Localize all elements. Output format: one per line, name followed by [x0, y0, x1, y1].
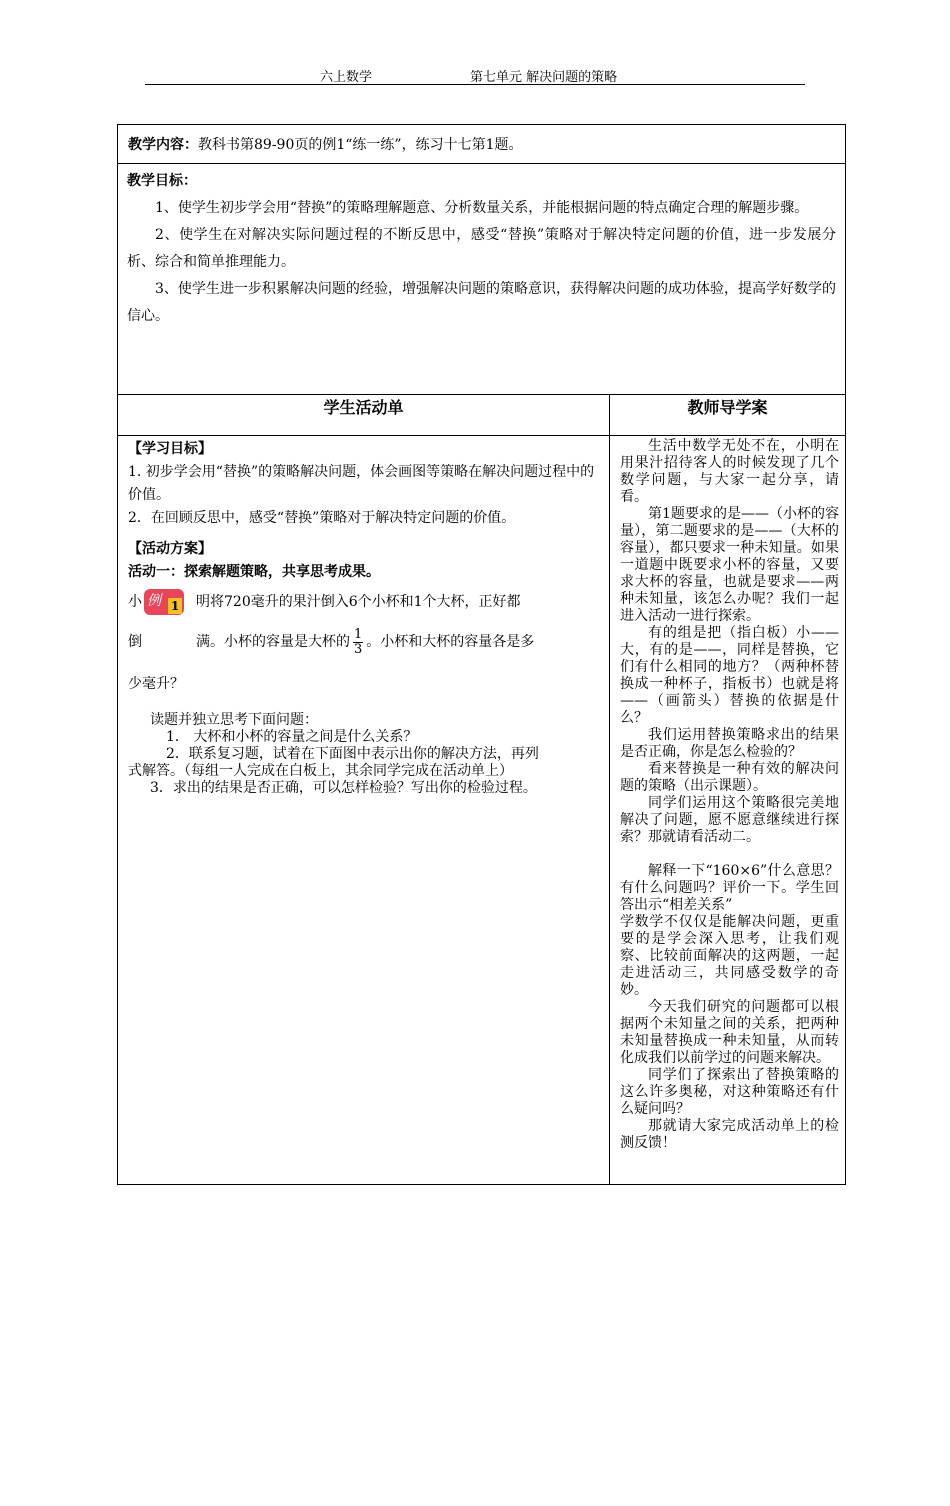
- problem-text-2c: 。小杯和大杯的容量各是多: [366, 634, 535, 650]
- teacher-paragraph-9: 今天我们研究的问题都可以根据两个未知量之间的关系，把两种未知量替换成一种未知量，从而转化成我们以前学过的问题来解决。: [620, 999, 839, 1066]
- teaching-content-text: 教科书第89-90页的例1“练一练”，练习十七第1题。: [198, 137, 523, 153]
- example-1-badge-icon: 例 1: [144, 589, 184, 615]
- question-3: 3．求出的结果是否正确，可以怎样检验？写出你的检验过程。: [150, 780, 537, 796]
- problem-text-2a: 倒: [128, 634, 142, 650]
- problem-text-1: 明将720毫升的果汁倒入6个小杯和1个大杯，正好都: [196, 594, 521, 610]
- read-intro: 读题并独立思考下面问题：: [150, 712, 318, 728]
- teacher-paragraph-6: 同学们运用这个策略很完美地解决了问题，愿不愿意继续进行探索？那就请看活动二。: [620, 795, 839, 845]
- header-subject: 六上数学: [320, 70, 373, 85]
- teacher-paragraph-7: 解释一下“160×6”什么意思？有什么问题吗？评价一下。学生回答出示“相差关系”: [620, 863, 839, 913]
- activity-plan-label: 【活动方案】: [128, 541, 212, 557]
- page-header: [145, 64, 805, 85]
- teaching-goals-label: 教学目标：: [127, 173, 197, 189]
- example-problem-line-1: [128, 584, 601, 620]
- teaching-goal-3: 3、使学生进一步积累解决问题的经验，增强解决问题的策略意识，获得解决问题的成功体验，提高学好数学的信心。: [127, 281, 836, 324]
- teacher-paragraph-5: 看来替换是一种有效的解决问题的策略（出示课题）。: [620, 761, 839, 794]
- problem-text-2b: 满。小杯的容量是大杯的: [196, 634, 350, 650]
- teacher-paragraph-3: 有的组是把（指白板）小——大，有的是——，同样是替换，它们有什么相同的地方？（两种杯替换成一种杯子，指板书）也就是将——（画箭头）替换的依据是什么？: [620, 625, 839, 726]
- question-2b: 式解答。（每组一人完成在白板上，其余同学完成在活动单上）: [128, 763, 513, 779]
- teacher-paragraph-1: 生活中数学无处不在，小明在用果汁招待客人的时候发现了几个数学问题，与大家一起分享，请看。: [620, 438, 839, 505]
- student-activity-header: 学生活动单: [118, 395, 610, 436]
- learning-objective-2: 2．在回顾反思中，感受“替换”策略对于解决特定问题的价值。: [128, 510, 516, 526]
- teacher-paragraph-2: 第1题要求的是——（小杯的容量），第二题要求的是——（大杯的容量），都只要求一种未知量。如果一道题中既要求小杯的容量，又要求大杯的容量，也就是要求——两种未知量，该怎么办呢？我们一起进入活动一进行探索。: [620, 506, 839, 624]
- teaching-goals-cell: [118, 164, 846, 395]
- learning-objectives-label: 【学习目标】: [128, 441, 212, 457]
- activity-one-title: 活动一：探索解题策略，共享思考成果。: [128, 564, 380, 580]
- student-activity-cell: [118, 436, 610, 1185]
- teacher-guide-cell: [610, 436, 846, 1185]
- problem-text-3: 少毫升？: [128, 676, 184, 692]
- teaching-goal-2: 2、使学生在对解决实际问题过程的不断反思中，感受“替换”策略对于解决特定问题的价值，进一步发展分析、综合和简单推理能力。: [127, 227, 836, 270]
- question-2a: 2．联系复习题，试着在下面图中表示出你的解决方法，再列: [166, 746, 539, 762]
- teacher-paragraph-11: 那就请大家完成活动单上的检测反馈！: [620, 1118, 839, 1151]
- example-problem-line-2: [128, 622, 601, 662]
- teacher-guide-header: 教师导学案: [610, 395, 846, 436]
- teaching-content-label: 教学内容：: [128, 137, 198, 153]
- teacher-paragraph-4: 我们运用替换策略求出的结果是否正确，你是怎么检验的？: [620, 727, 839, 760]
- learning-objective-1: 1. 初步学会用“替换”的策略解决问题，体会画图等策略在解决问题过程中的价值。: [128, 464, 595, 503]
- lesson-plan-table: [117, 124, 844, 1506]
- fraction-one-third: $\frac{1}{3}$: [354, 626, 363, 657]
- question-1: 1． 大杯和小杯的容量之间是什么关系？: [166, 729, 418, 745]
- teacher-paragraph-10: 同学们了探索出了替换策略的这么许多奥秘，对这种策略还有什么疑问吗？: [620, 1067, 839, 1117]
- problem-start-char: 小: [128, 594, 142, 610]
- header-unit: 第七单元 解决问题的策略: [470, 70, 618, 85]
- teaching-content-cell: [118, 125, 846, 164]
- teaching-goal-1: 1、使学生初步学会用“替换”的策略理解题意、分析数量关系，并能根据问题的特点确定合理的解题步骤。: [155, 200, 809, 216]
- teacher-paragraph-8: 学数学不仅仅是能解决问题，更重要的是学会深入思考，让我们观察、比较前面解决的这两题，一起走进活动三，共同感受数学的奇妙。: [620, 914, 839, 998]
